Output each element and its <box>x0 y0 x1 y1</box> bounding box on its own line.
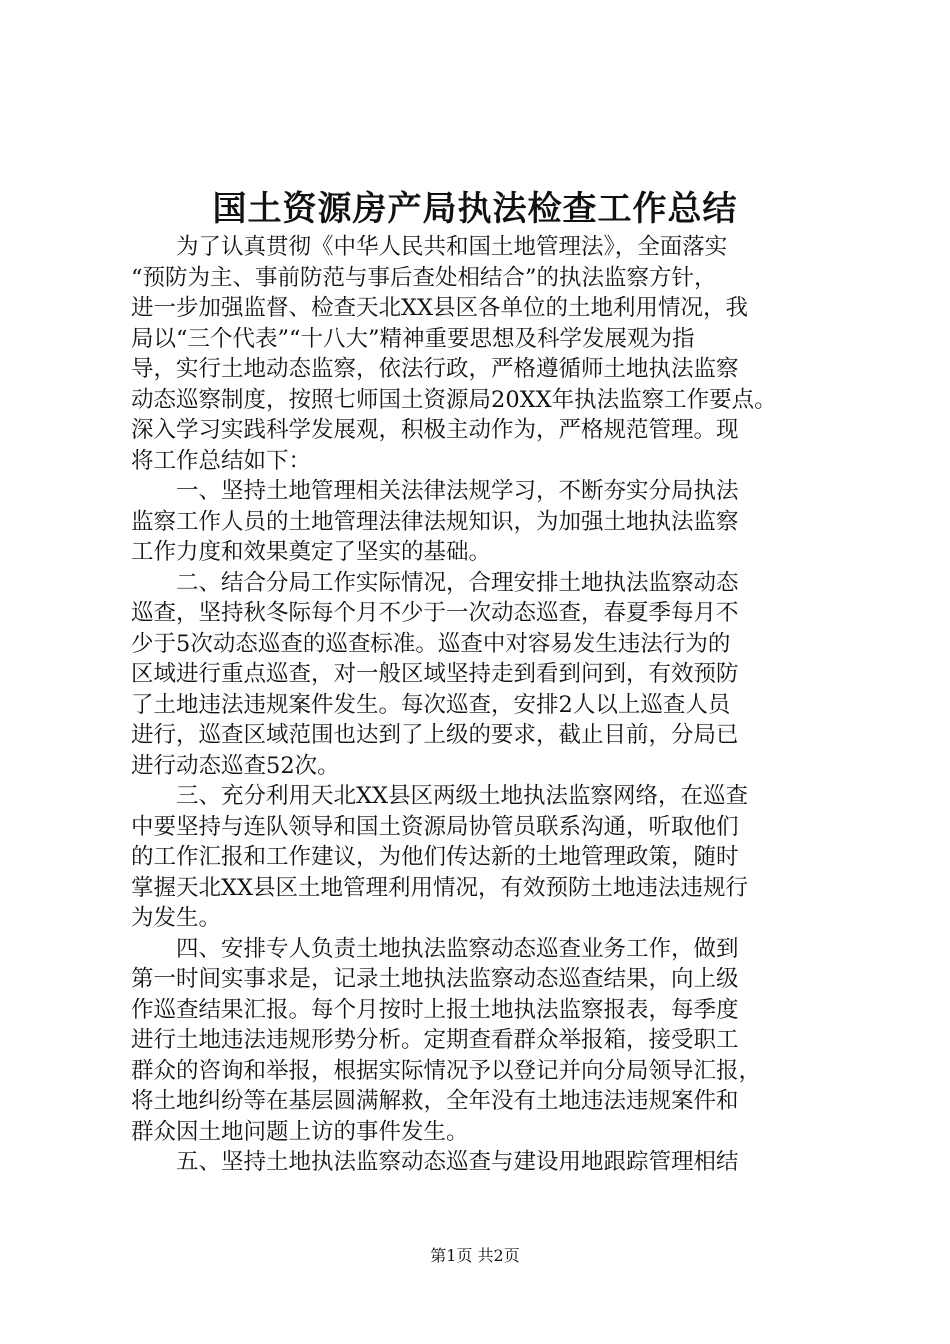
body-text-line: 导，实行土地动态监察，依法行政，严格遵循师土地执法监察 <box>131 356 739 382</box>
body-text-line: 工作力度和效果奠定了坚实的基础。 <box>131 539 492 565</box>
body-text-line: “预防为主、事前防范与事后查处相结合”的执法监察方针， <box>131 264 717 291</box>
body-text-line: 将工作总结如下： <box>131 447 312 474</box>
body-text-line: 深入学习实践科学发展观，积极主动作为，严格规范管理。现 <box>131 417 739 443</box>
body-text-line: 第一时间实事求是，记录土地执法监察动态巡查结果，向上级 <box>131 966 739 992</box>
body-text-line: 掌握天北XX县区土地管理利用情况，有效预防土地违法违规行 <box>131 874 749 901</box>
body-text-line: 一、坚持土地管理相关法律法规学习，不断夯实分局执法 <box>131 478 739 504</box>
body-text-line: 为了认真贯彻《中华人民共和国土地管理法》，全面落实 <box>131 234 728 260</box>
body-text-line: 巡查，坚持秋冬际每个月不少于一次动态巡查，春夏季每月不 <box>131 600 739 626</box>
body-text-line: 为发生。 <box>131 905 222 931</box>
body-text-line: 将土地纠纷等在基层圆满解救，全年没有土地违法违规案件和 <box>131 1088 739 1114</box>
body-text-line: 区域进行重点巡查，对一般区域坚持走到看到问到，有效预防 <box>131 661 739 687</box>
body-text-line: 进行动态巡查52次。 <box>131 752 340 779</box>
body-text-line: 监察工作人员的土地管理法律法规知识，为加强土地执法监察 <box>131 508 739 535</box>
body-text-line: 了土地违法违规案件发生。每次巡查，安排2人以上巡查人员 <box>131 691 731 718</box>
body-text-line: 进行，巡查区域范围也达到了上级的要求，截止目前，分局已 <box>131 722 739 748</box>
body-text-line: 五、坚持土地执法监察动态巡查与建设用地跟踪管理相结 <box>131 1149 739 1175</box>
body-text-line: 中要坚持与连队领导和国土资源局协管员联系沟通，听取他们 <box>131 813 739 840</box>
body-text-line: 作巡查结果汇报。每个月按时上报土地执法监察报表，每季度 <box>131 996 739 1023</box>
body-text-line: 三、充分利用天北XX县区两级土地执法监察网络，在巡查 <box>131 783 749 809</box>
body-text-line: 进行土地违法违规形势分析。定期查看群众举报箱，接受职工 <box>131 1027 739 1053</box>
body-text-line: 群众的咨询和举报，根据实际情况予以登记并向分局领导汇报， <box>131 1057 762 1084</box>
document-title: 国土资源房产局执法检查工作总结 <box>212 189 738 229</box>
body-text-line: 四、安排专人负责土地执法监察动态巡查业务工作，做到 <box>131 935 739 962</box>
body-text-line: 的工作汇报和工作建议，为他们传达新的土地管理政策，随时 <box>131 844 739 870</box>
body-text-line: 进一步加强监督、检查天北XX县区各单位的土地利用情况，我 <box>131 295 749 321</box>
body-text-line: 局以“三个代表”“十八大”精神重要思想及科学发展观为指 <box>131 325 695 352</box>
document-body <box>131 232 831 1178</box>
body-text-line: 群众因土地问题上访的事件发生。 <box>131 1118 469 1145</box>
page-footer: 第1页 共2页 <box>430 1246 520 1265</box>
body-text-line: 二、结合分局工作实际情况，合理安排土地执法监察动态 <box>131 569 739 596</box>
body-text-line: 少于5次动态巡查的巡查标准。巡查中对容易发生违法行为的 <box>131 630 731 657</box>
body-text-line: 动态巡察制度，按照七师国土资源局20XX年执法监察工作要点。 <box>131 386 777 413</box>
